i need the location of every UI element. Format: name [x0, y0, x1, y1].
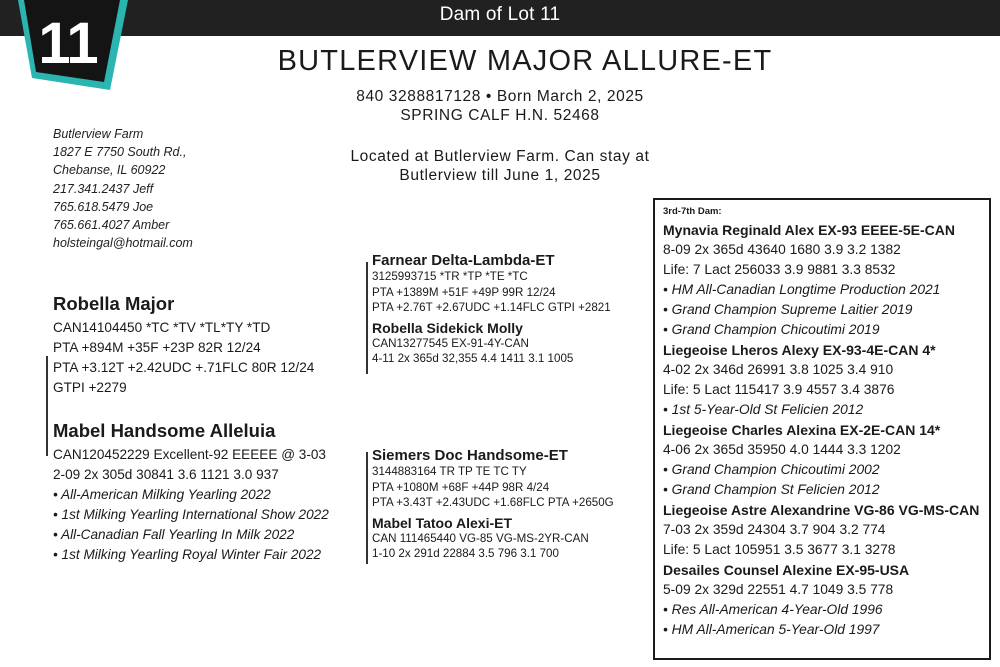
consignor-email: holsteingal@hotmail.com [53, 236, 193, 251]
dam-reg: CAN120452229 Excellent-92 EEEEE @ 3-03 [53, 447, 326, 462]
sire-dam-record: 4-11 2x 365d 32,355 4.4 1411 3.1 1005 [372, 352, 574, 365]
seventh-dam-honor: • Res All-American 4-Year-Old 1996 [663, 602, 883, 617]
dam-dam-name: Mabel Tatoo Alexi-ET [372, 514, 513, 531]
third-dam-honor: • Grand Champion Chicoutimi 2019 [663, 322, 880, 337]
third-dam-record: 8-09 2x 365d 43640 1680 3.9 3.2 1382 [663, 242, 901, 257]
sire-gtpi: GTPI +2279 [53, 380, 127, 395]
dam-name: Mabel Handsome Alleluia [53, 420, 276, 441]
dam-sire-name: Siemers Doc Handsome-ET [372, 447, 568, 464]
seventh-dam-name: Desailes Counsel Alexine EX-95-USA [663, 562, 910, 578]
sire-name: Robella Major [53, 293, 175, 314]
dam-record: 2-09 2x 305d 30841 3.6 1121 3.0 937 [53, 467, 279, 482]
animal-id-born: 840 3288817128 • Born March 2, 2025 [356, 88, 644, 105]
sixth-dam-record: 7-03 2x 359d 24304 3.7 904 3.2 774 [663, 522, 886, 537]
sixth-dam-name: Liegeoise Astre Alexandrine VG-86 VG-MS-CAN [663, 502, 980, 518]
third-dam-lifetime: Life: 7 Lact 256033 3.9 9881 3.3 8532 [663, 262, 896, 277]
dam-honor: • All-American Milking Yearling 2022 [53, 487, 271, 502]
third-dam-honor: • HM All-Canadian Longtime Production 2021 [663, 282, 941, 297]
extended-dams-header: 3rd-7th Dam: [663, 206, 722, 217]
fifth-dam-honor: • Grand Champion St Felicien 2012 [663, 482, 880, 497]
dam-dam-record: 1-10 2x 291d 22884 3.5 796 3.1 700 [372, 547, 559, 560]
animal-class: SPRING CALF H.N. 52468 [400, 107, 600, 124]
fifth-dam-record: 4-06 2x 365d 35950 4.0 1444 3.3 1202 [663, 442, 901, 457]
seventh-dam-record: 5-09 2x 329d 22551 4.7 1049 3.5 778 [663, 582, 894, 597]
fourth-dam-record: 4-02 2x 346d 26991 3.8 1025 3.4 910 [663, 362, 894, 377]
location-line-2: Butlerview till June 1, 2025 [399, 167, 601, 184]
dam-honor: • 1st Milking Yearling International Show 2022 [53, 507, 329, 522]
consignor-phone-joe: 765.618.5479 Joe [53, 199, 154, 214]
consignor-farm: Butlerview Farm [53, 127, 144, 141]
sire-sire-pta-1: PTA +1389M +51F +49P 99R 12/24 [372, 285, 556, 299]
sire-block [53, 293, 329, 565]
sire-sire-name: Farnear Delta-Lambda-ET [372, 252, 555, 269]
fourth-dam-honor: • 1st 5-Year-Old St Felicien 2012 [663, 402, 864, 417]
consignor-phone-jeff: 217.341.2437 Jeff [53, 181, 154, 196]
consignor-address: 1827 E 7750 South Rd., [53, 145, 187, 160]
sire-sire-block [372, 252, 611, 367]
fourth-dam-name: Liegeoise Lheros Alexy EX-93-4E-CAN 4* [663, 342, 936, 358]
dam-sire-block [372, 447, 614, 562]
dam-sire-reg: 3144883164 TR TP TE TC TY [372, 465, 527, 478]
extended-dams-box [653, 198, 991, 660]
sire-dam-reg: CAN13277545 EX-91-4Y-CAN [372, 336, 529, 350]
dam-honor: • 1st Milking Yearling Royal Winter Fair 2022 [53, 547, 322, 562]
header-bar [0, 0, 1000, 36]
fifth-dam-honor: • Grand Champion Chicoutimi 2002 [663, 462, 880, 477]
dam-sire-pta-1: PTA +1080M +68F +44P 98R 4/24 [372, 480, 550, 494]
sire-sire-pta-2: PTA +2.76T +2.67UDC +1.14FLC GTPI +2821 [372, 301, 611, 314]
header-title: Dam of Lot 11 [439, 4, 561, 25]
sire-dam-name: Robella Sidekick Molly [372, 319, 523, 336]
consignor-city: Chebanse, IL 60922 [53, 163, 166, 178]
third-dam-name: Mynavia Reginald Alex EX-93 EEEE-5E-CAN [663, 222, 956, 238]
location-line-1: Located at Butlerview Farm. Can stay at [350, 148, 650, 165]
sixth-dam-lifetime: Life: 5 Lact 105951 3.5 3677 3.1 3278 [663, 542, 896, 557]
dam-sire-connector [366, 452, 368, 564]
animal-name: BUTLERVIEW MAJOR ALLURE-ET [277, 45, 773, 77]
pedigree-connector [46, 356, 48, 456]
fourth-dam-lifetime: Life: 5 Lact 115417 3.9 4557 3.4 3876 [663, 382, 895, 397]
dam-dam-reg: CAN 111465440 VG-85 VG-MS-2YR-CAN [372, 531, 589, 545]
consignor-phone-amber: 765.661.4027 Amber [53, 218, 170, 233]
dam-honor: • All-Canadian Fall Yearling In Milk 2022 [53, 527, 295, 542]
sire-pta-1: PTA +894M +35F +23P 82R 12/24 [53, 340, 261, 355]
dam-sire-pta-2: PTA +3.43T +2.43UDC +1.68FLC PTA +2650G [372, 496, 614, 509]
third-dam-honor: • Grand Champion Supreme Laitier 2019 [663, 302, 913, 317]
sire-sire-connector [366, 262, 368, 374]
sire-sire-reg: 3125993715 *TR *TP *TE *TC [372, 270, 528, 283]
seventh-dam-honor: • HM All-American 5-Year-Old 1997 [663, 622, 880, 637]
consignor-info [53, 125, 193, 252]
sire-reg: CAN14104450 *TC *TV *TL*TY *TD [53, 320, 271, 335]
lot-number: 11 [38, 11, 98, 76]
fifth-dam-name: Liegeoise Charles Alexina EX-2E-CAN 14* [663, 422, 941, 438]
sire-pta-2: PTA +3.12T +2.42UDC +.71FLC 80R 12/24 [53, 360, 315, 375]
